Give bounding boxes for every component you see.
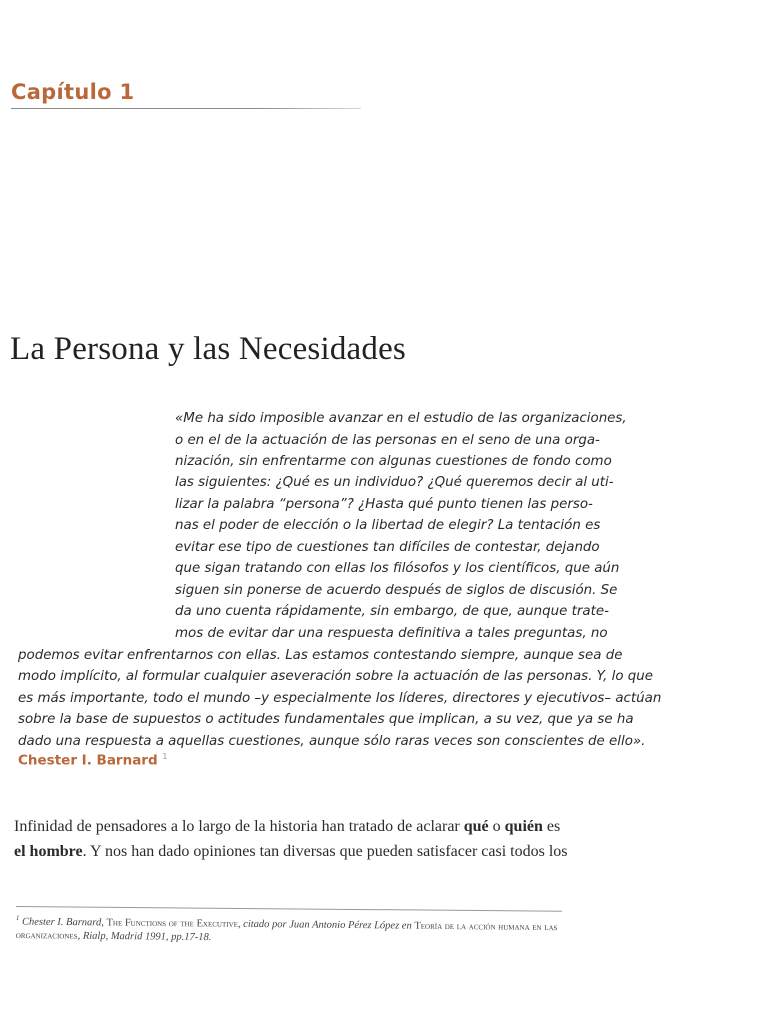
quote-line: mos de evitar dar una respuesta definitiva a tales preguntas, no [175, 626, 608, 641]
quote-line: «Me ha sido imposible avanzar en el estudio de las organizaciones, [175, 411, 627, 426]
footnote: $^1$ Chester I. Barnard, The Functions of the Executive, citado por Juan Antonio Pérez López en Teoría de la acción humana en las organizaciones, Rialp, Madrid 1991, pp.17-18. [15, 913, 558, 943]
quote-line: podemos evitar enfrentarnos con ellas. Las estamos contestando siempre, aunque sea de [18, 648, 623, 663]
footnote-mark: 1 [15, 913, 20, 923]
quote-line: evitar ese tipo de cuestiones tan difíciles de contestar, dejando [175, 540, 600, 555]
quote-line: o en el de la actuación de las personas en el seno de una orga- [175, 433, 600, 448]
quote-line: modo implícito, al formular cualquier aseveración sobre la actuación de las personas. Y, lo que [18, 669, 654, 684]
quote-line: lizar la palabra “persona”? ¿Hasta qué punto tienen las perso- [175, 497, 593, 512]
quote-line: las siguientes: ¿Qué es un individuo? ¿Qué queremos decir al uti- [175, 475, 614, 490]
body-line: el hombre. Y nos han dado opiniones tan diversas que pueden satisfacer casi todos los [14, 843, 568, 860]
chapter-label: Capítulo 1 [11, 80, 135, 104]
quote-line: que sigan tratando con ellas los filósofos y los científicos, que aún [175, 561, 620, 576]
quote-line: siguen sin ponerse de acuerdo después de siglos de discusión. Se [175, 583, 618, 598]
body-line: Infinidad de pensadores a lo largo de la historia han tratado de aclarar qué o quién es [14, 818, 561, 835]
emphasis: qué [463, 818, 489, 835]
quote-line: nización, sin enfrentarme con algunas cuestiones de fondo como [175, 454, 612, 469]
chapter-divider [11, 108, 361, 109]
footnote-reference: 1 [162, 752, 168, 761]
footnote-divider [16, 906, 562, 912]
quote-line: nas el poder de elección o la libertad de elegir? La tentación es [175, 518, 601, 533]
quote-line: da uno cuenta rápidamente, sin embargo, de que, aunque trate- [175, 604, 609, 619]
quote-line: sobre la base de supuestos o actitudes fundamentales que implican, a su vez, que ya se ha [18, 712, 634, 727]
book-title: Teoría de la acción humana en las organizaciones [15, 920, 558, 942]
quote-author-name: Chester I. Barnard [18, 752, 158, 769]
quote-line: es más importante, todo el mundo –y especialmente los líderes, directores y ejecutivos– actúan [18, 691, 662, 706]
quote-author [18, 752, 167, 769]
book-title: The Functions of the Executive [106, 917, 238, 930]
emphasis: el hombre [14, 843, 83, 860]
page-title: La Persona y las Necesidades [10, 331, 406, 367]
emphasis: quién [504, 818, 543, 835]
quote-line: dado una respuesta a aquellas cuestiones, aunque sólo raras veces son conscientes de ello». [18, 734, 646, 749]
